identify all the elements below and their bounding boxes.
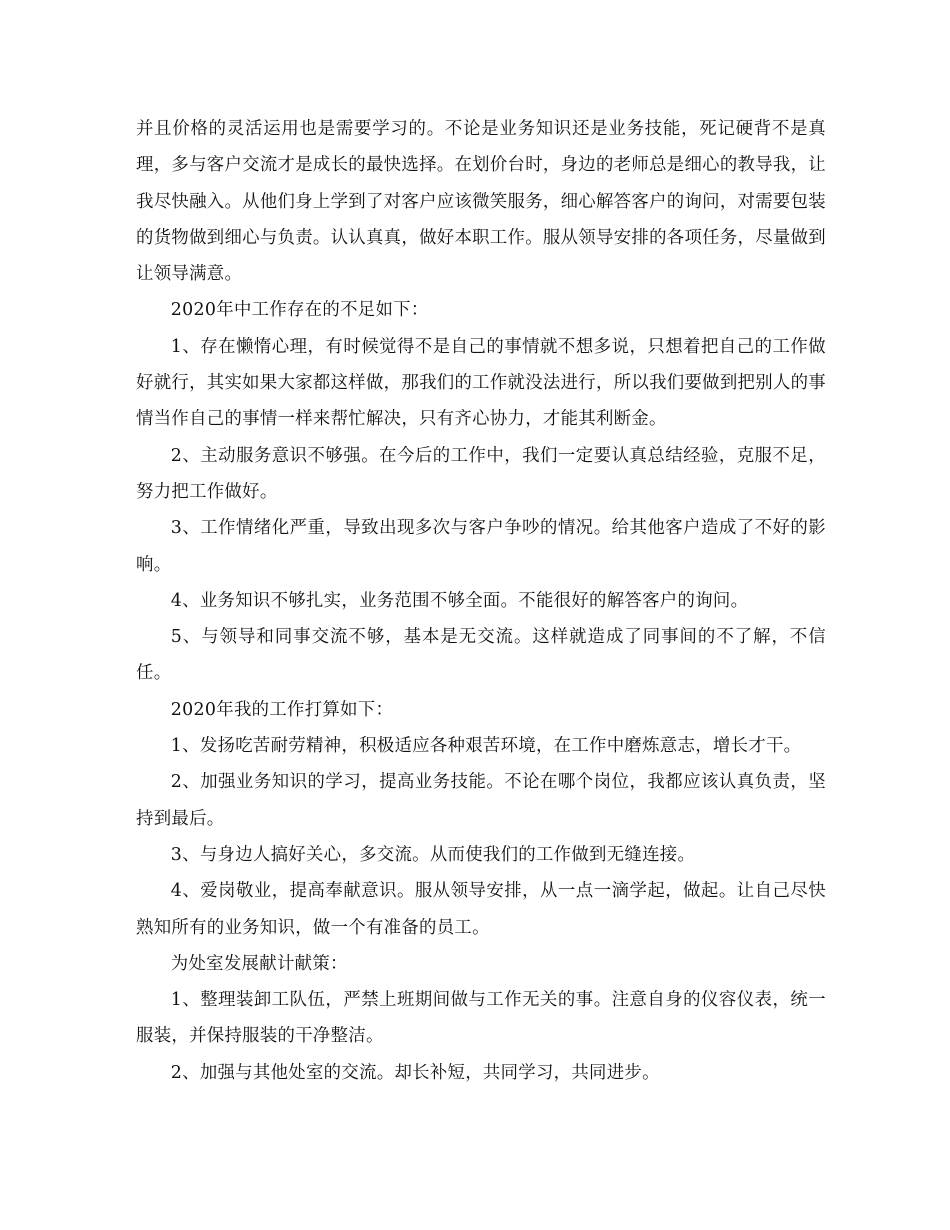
suggestion-item-1: 1、整理装卸工队伍，严禁上班期间做与工作无关的事。注意自身的仪容仪表，统一服装，并保持服装的干净整洁。 xyxy=(136,990,826,1047)
shortcoming-item-5: 5、与领导和同事交流不够，基本是无交流。这样就造成了同事间的不了解，不信任。 xyxy=(136,627,826,684)
plan-item-4: 4、爱岗敬业，提高奉献意识。服从领导安排，从一点一滴学起，做起。让自己尽快熟知所有的业务知识，做一个有准备的员工。 xyxy=(136,881,826,938)
plan-item-1: 1、发扬吃苦耐劳精神，积极适应各种艰苦环境，在工作中磨炼意志，增长才干。 xyxy=(170,736,802,757)
paragraph-continuation: 并且价格的灵活运用也是需要学习的。不论是业务知识还是业务技能，死记硬背不是真理，多与客户交流才是成长的最快选择。在划价台时，身边的老师总是细心的教导我，让我尽快融入。从他们身上学到了对客户应该微笑服务，细心解答客户的询问，对需要包装的货物做到细心与负责。认认真真，做好本职工作。服从领导安排的各项任务，尽量做到让领导满意。 xyxy=(136,119,826,285)
shortcoming-item-2: 2、主动服务意识不够强。在今后的工作中，我们一定要认真总结经验，克服不足，努力把工作做好。 xyxy=(136,445,826,502)
section-heading-shortcomings: 2020年中工作存在的不足如下： xyxy=(170,300,429,321)
suggestion-item-2: 2、加强与其他处室的交流。却长补短，共同学习，共同进步。 xyxy=(170,1062,660,1083)
section-heading-suggestions: 为处室发展献计献策： xyxy=(170,953,348,974)
shortcoming-item-1: 1、存在懒惰心理，有时候觉得不是自己的事情就不想多说，只想着把自己的工作做好就行，其实如果大家都这样做，那我们的工作就没法进行，所以我们要做到把别人的事情当作自己的事情一样来帮忙解决，只有齐心协力，才能其利断金。 xyxy=(136,336,826,430)
document-body xyxy=(136,111,826,1091)
shortcoming-item-3: 3、工作情绪化严重，导致出现多次与客户争吵的情况。给其他客户造成了不好的影响。 xyxy=(136,518,826,575)
plan-item-2: 2、加强业务知识的学习，提高业务技能。不论在哪个岗位，我都应该认真负责，坚持到最后。 xyxy=(136,772,826,829)
section-heading-plans: 2020年我的工作打算如下： xyxy=(170,699,394,720)
shortcoming-item-4: 4、业务知识不够扎实，业务范围不够全面。不能很好的解答客户的询问。 xyxy=(170,590,749,611)
plan-item-3: 3、与身边人搞好关心，多交流。从而使我们的工作做到无缝连接。 xyxy=(170,844,696,865)
